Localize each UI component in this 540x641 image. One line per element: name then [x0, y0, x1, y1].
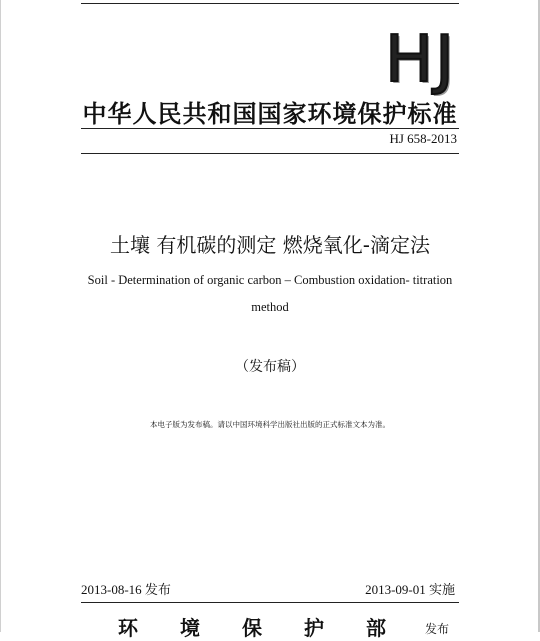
header-rule-upper	[81, 128, 459, 129]
issue-date: 2013-08-16 发布	[81, 582, 171, 597]
top-rule	[81, 3, 459, 4]
footer-rule	[81, 602, 459, 603]
page-border-left	[0, 0, 1, 632]
publisher-name: 环境保护部	[118, 616, 428, 640]
standard-title-english: Soil - Determination of organic carbon – Combustion oxidation- titration method	[87, 273, 453, 314]
issuing-organization-title: 中华人民共和国国家环境保护标准	[82, 100, 458, 128]
standard-title-chinese: 土壤 有机碳的测定 燃烧氧化-滴定法	[110, 233, 430, 257]
implementation-date: 2013-09-01 实施	[365, 582, 455, 597]
hj-logo: HJ	[385, 23, 456, 97]
standard-number: HJ 658-2013	[389, 131, 457, 146]
publish-label: 发布	[425, 622, 450, 636]
electronic-version-notice: 本电子版为发布稿。请以中国环境科学出版社出版的正式标准文本为准。	[150, 420, 390, 429]
draft-label: （发布稿）	[235, 359, 305, 375]
header-rule-lower	[81, 153, 459, 154]
